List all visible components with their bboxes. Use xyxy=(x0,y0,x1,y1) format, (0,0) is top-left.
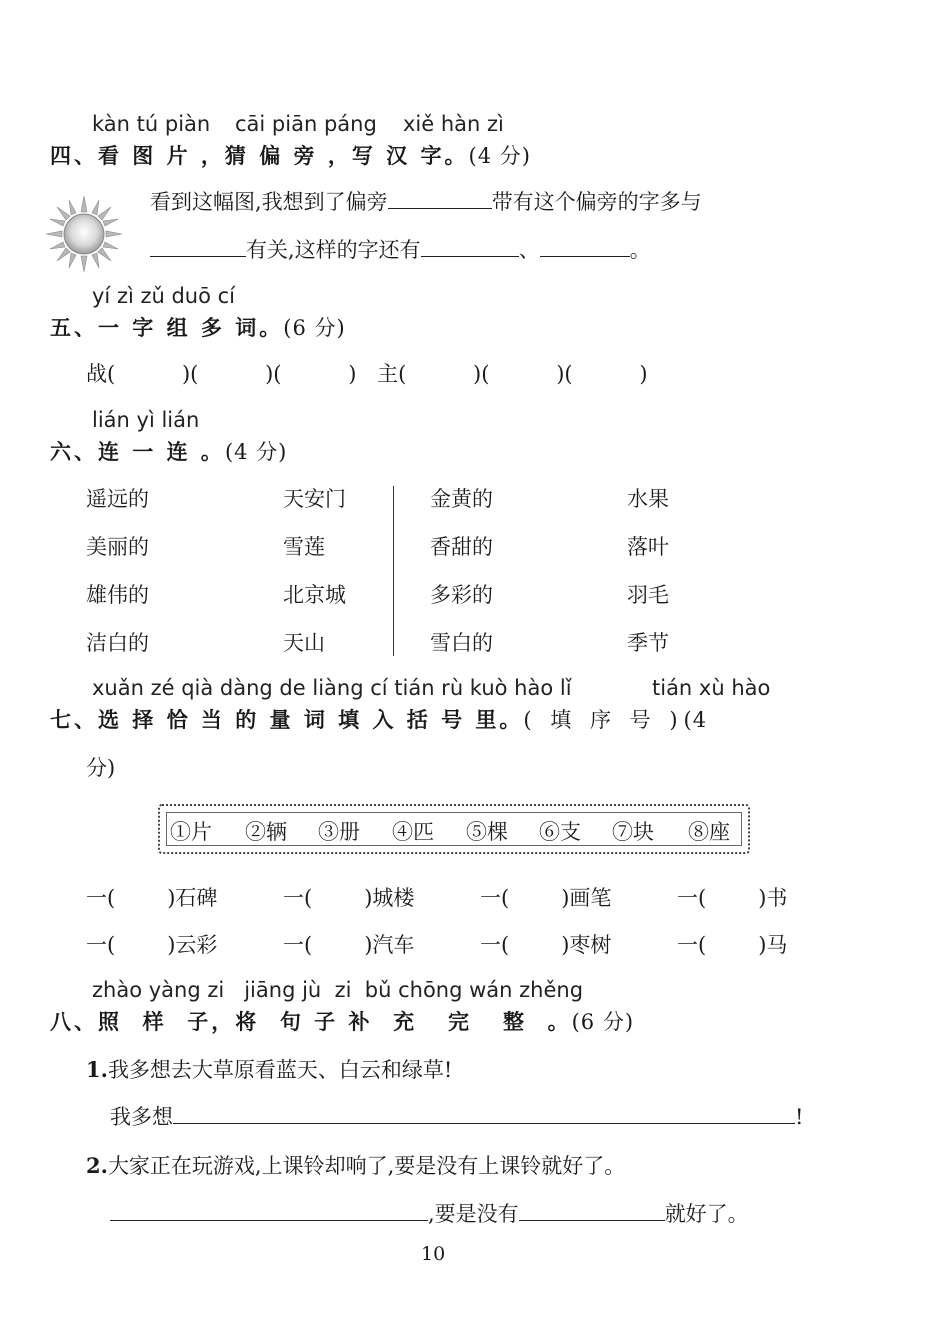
option-5: ⑤棵 xyxy=(466,820,508,844)
s8-points: (6 分) xyxy=(571,1010,635,1034)
s4-heading-text: 四、看 图 片 ，猜 偏 旁 ，写 汉 字。 xyxy=(50,144,469,168)
match-left-b-2[interactable]: 雪莲 xyxy=(283,535,325,559)
q2-answer-blank-1[interactable] xyxy=(110,1202,428,1221)
s8-heading xyxy=(50,1006,634,1036)
s4-pinyin-3: xiě hàn zì xyxy=(403,112,504,136)
s7-heading-text: 七、选 择 恰 当 的 量 词 填 入 括 号 里。 xyxy=(50,708,524,732)
s8-q2 xyxy=(86,1150,625,1180)
fill-prefix: 一( xyxy=(480,933,510,957)
fill-prefix: 一( xyxy=(86,886,116,910)
fill-item-2[interactable] xyxy=(283,882,414,912)
match-divider xyxy=(393,486,394,656)
s4-line1-b: 带有这个偏旁的字多与 xyxy=(491,190,702,214)
fill-suffix: ) xyxy=(561,886,570,910)
s8-q1-number: 1. xyxy=(86,1057,108,1082)
radical-blank[interactable] xyxy=(388,190,492,209)
fill-noun: 城楼 xyxy=(372,886,415,910)
option-6: ⑥支 xyxy=(539,820,581,844)
option-2: ②辆 xyxy=(245,820,287,844)
fill-noun: 马 xyxy=(766,933,788,957)
match-right-a-2[interactable]: 香甜的 xyxy=(430,535,493,559)
match-left-b-3[interactable]: 北京城 xyxy=(283,583,346,607)
s5-row xyxy=(86,358,648,388)
s7-pinyin-1: xuǎn zé qià dàng de liàng cí tián rù kuò hào lǐ xyxy=(92,676,572,700)
fill-suffix: ) xyxy=(364,933,373,957)
fill-suffix: ) xyxy=(167,886,176,910)
s6-heading-text: 六、连 一 连 。 xyxy=(50,440,225,464)
s8-q2-text: 大家正在玩游戏,上课铃却响了,要是没有上课铃就好了。 xyxy=(107,1154,626,1178)
s8-q1-answer-end: ! xyxy=(795,1105,804,1129)
meaning-blank[interactable] xyxy=(150,238,246,257)
s8-heading-text: 八、照 样 子，将 句 子 补 充 完 整 。 xyxy=(50,1010,572,1034)
s8-q2-number: 2. xyxy=(86,1153,108,1178)
char-blank-2[interactable] xyxy=(540,238,630,257)
option-8: ⑧座 xyxy=(688,820,730,844)
s7-points-a: (4 xyxy=(683,708,708,732)
s4-points: (4 分) xyxy=(468,144,531,168)
s8-q1-answer xyxy=(110,1101,803,1131)
fill-item-6[interactable] xyxy=(283,929,414,959)
s4-line2-a: 有关,这样的字还有 xyxy=(246,238,421,262)
fill-item-8[interactable] xyxy=(677,929,787,959)
fill-suffix: ) xyxy=(561,933,570,957)
fill-item-5[interactable] xyxy=(86,929,217,959)
s8-q2-answer xyxy=(110,1198,749,1228)
match-right-b-1[interactable]: 水果 xyxy=(627,487,669,511)
s6-pinyin: lián yì lián xyxy=(92,408,200,432)
match-right-a-3[interactable]: 多彩的 xyxy=(430,583,493,607)
fill-suffix: ) xyxy=(167,933,176,957)
fill-item-1[interactable] xyxy=(86,882,217,912)
s7-pinyin-2: tián xù hào xyxy=(652,676,771,700)
s5-points: (6 分) xyxy=(283,316,346,340)
s8-q2-mid: ,要是没有 xyxy=(428,1202,519,1226)
s5-heading-text: 五、一 字 组 多 词。 xyxy=(50,316,284,340)
s5-char-2: 主 xyxy=(377,362,399,386)
s4-pinyin-1: kàn tú piàn xyxy=(92,112,211,136)
fill-item-4[interactable] xyxy=(677,882,787,912)
s4-pinyin-2: cāi piān páng xyxy=(235,112,377,136)
fill-prefix: 一( xyxy=(283,886,313,910)
fill-item-7[interactable] xyxy=(480,929,611,959)
match-left-b-4[interactable]: 天山 xyxy=(283,631,325,655)
s8-pinyin: zhào yàng zi jiāng jù zi bǔ chōng wán zhěng xyxy=(92,978,584,1002)
option-1: ①片 xyxy=(170,820,212,844)
s4-line-2 xyxy=(150,234,651,264)
s8-q1 xyxy=(86,1054,452,1084)
option-4: ④匹 xyxy=(392,820,434,844)
s4-line2-sep: 、 xyxy=(518,238,540,262)
match-left-a-2[interactable]: 美丽的 xyxy=(86,535,149,559)
fill-item-3[interactable] xyxy=(480,882,611,912)
fill-suffix: ) xyxy=(364,886,373,910)
q1-answer-blank[interactable] xyxy=(173,1105,795,1124)
fill-noun: 枣树 xyxy=(569,933,612,957)
s4-line2-end: 。 xyxy=(629,238,651,262)
s5-paren-group-2[interactable]: ( )( )( ) xyxy=(398,362,648,386)
fill-prefix: 一( xyxy=(677,886,707,910)
fill-prefix: 一( xyxy=(283,933,313,957)
option-3: ③册 xyxy=(318,820,360,844)
match-right-b-3[interactable]: 羽毛 xyxy=(627,583,669,607)
char-blank-1[interactable] xyxy=(421,238,519,257)
s5-pinyin: yí zì zǔ duō cí xyxy=(92,284,236,308)
s7-heading xyxy=(50,704,707,734)
match-left-b-1[interactable]: 天安门 xyxy=(283,487,346,511)
fill-prefix: 一( xyxy=(677,933,707,957)
fill-prefix: 一( xyxy=(86,933,116,957)
match-right-a-1[interactable]: 金黄的 xyxy=(430,487,493,511)
s7-points-b: 分) xyxy=(86,756,116,780)
match-left-a-3[interactable]: 雄伟的 xyxy=(86,583,149,607)
match-left-a-1[interactable]: 遥远的 xyxy=(86,487,149,511)
s5-heading xyxy=(50,312,346,342)
match-right-b-4[interactable]: 季节 xyxy=(627,631,669,655)
match-right-a-4[interactable]: 雪白的 xyxy=(430,631,493,655)
s8-q2-end: 就好了。 xyxy=(664,1202,749,1226)
option-7: ⑦块 xyxy=(612,820,654,844)
s4-line1-a: 看到这幅图,我想到了偏旁 xyxy=(150,190,388,214)
fill-suffix: ) xyxy=(758,886,767,910)
page-number: 10 xyxy=(421,1243,446,1265)
fill-noun: 石碑 xyxy=(175,886,218,910)
s7-note: ( 填 序 号 ) xyxy=(523,708,684,732)
s4-heading xyxy=(50,140,531,170)
s4-line-1 xyxy=(150,186,702,216)
fill-noun: 书 xyxy=(766,886,788,910)
s6-points: (4 分) xyxy=(224,440,288,464)
match-left-a-4[interactable]: 洁白的 xyxy=(86,631,149,655)
s8-q1-text: 我多想去大草原看蓝天、白云和绿草! xyxy=(107,1058,453,1082)
fill-noun: 云彩 xyxy=(175,933,218,957)
sun-icon xyxy=(46,196,122,272)
fill-noun: 画笔 xyxy=(569,886,612,910)
s5-char-1: 战 xyxy=(86,362,107,386)
q2-answer-blank-2[interactable] xyxy=(519,1202,665,1221)
s6-heading xyxy=(50,436,287,466)
s8-q1-answer-prefix: 我多想 xyxy=(110,1105,173,1129)
fill-noun: 汽车 xyxy=(372,933,415,957)
match-right-b-2[interactable]: 落叶 xyxy=(627,535,669,559)
s5-paren-group-1[interactable]: ( )( )( ) xyxy=(107,362,357,386)
fill-prefix: 一( xyxy=(480,886,510,910)
fill-suffix: ) xyxy=(758,933,767,957)
